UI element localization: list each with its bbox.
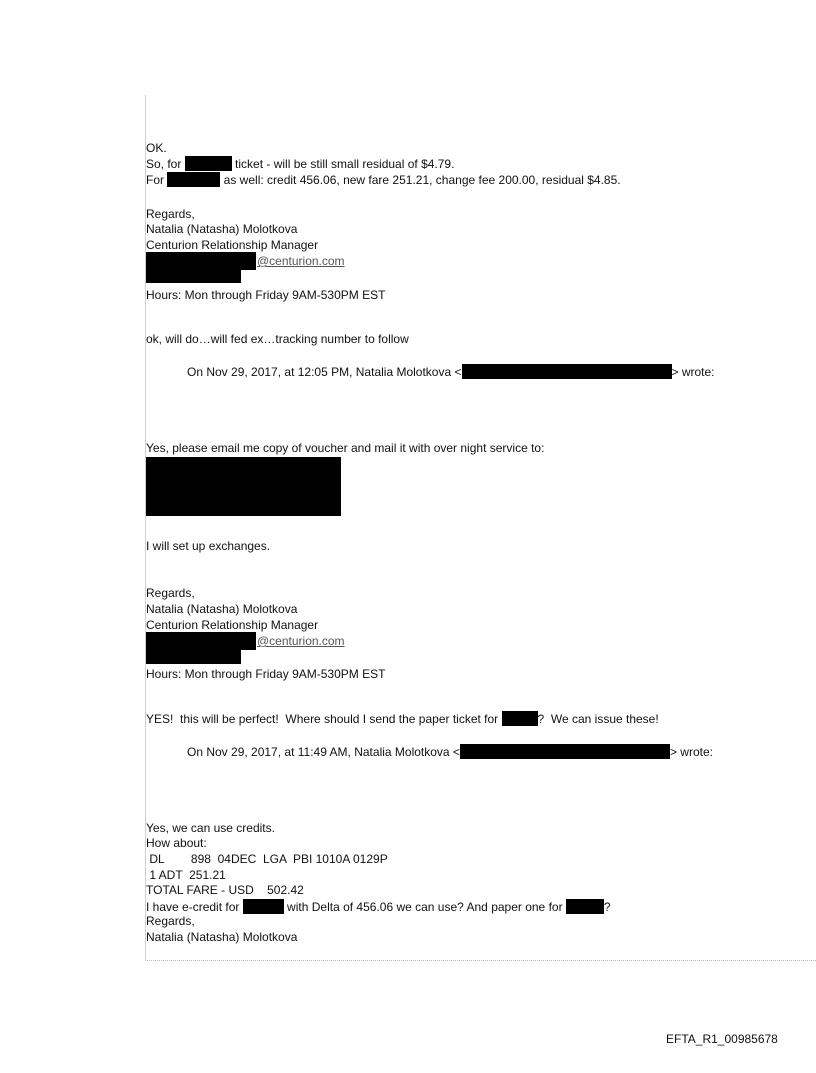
- credits: Yes, we can use credits.: [146, 821, 275, 835]
- quote-header-1: [187, 364, 715, 379]
- regards-3: Regards,: [146, 914, 195, 928]
- redacted-address-block: [146, 457, 341, 516]
- ecredit-mid: with Delta of 456.06 we can use? And paper one for: [283, 900, 566, 914]
- adt-fare: 1 ADT 251.21: [146, 868, 226, 882]
- residual-prefix: So, for: [146, 157, 185, 171]
- signer-name: Natalia (Natasha) Molotkova: [146, 222, 298, 236]
- quote-header-suffix: > wrote:: [669, 745, 713, 759]
- yes-prefix: YES! this will be perfect! Where should I send the paper ticket for: [146, 712, 502, 726]
- reply-ok: OK.: [146, 141, 167, 155]
- hours: Hours: Mon through Friday 9AM-530PM EST: [146, 288, 386, 302]
- signer-name-3: Natalia (Natasha) Molotkova: [146, 930, 298, 944]
- email-link-2[interactable]: @centurion.com: [257, 634, 345, 648]
- hours-2: Hours: Mon through Friday 9AM-530PM EST: [146, 667, 386, 681]
- redaction-box: [462, 364, 672, 379]
- redaction-box: [167, 172, 220, 187]
- itinerary: DL 898 04DEC LGA PBI 1010A 0129P: [146, 852, 388, 866]
- redaction-box: [502, 711, 538, 726]
- voucher-request: Yes, please email me copy of voucher and mail it with over night service to:: [146, 441, 545, 455]
- signer-title-2: Centurion Relationship Manager: [146, 618, 319, 632]
- document-id: EFTA_R1_00985678: [666, 1032, 778, 1046]
- yes-suffix: ? We can issue these!: [537, 712, 659, 726]
- regards: Regards,: [146, 207, 195, 221]
- exchanges: I will set up exchanges.: [146, 539, 271, 553]
- quote-header-2: [187, 744, 713, 759]
- total-fare: TOTAL FARE - USD 502.42: [146, 883, 304, 897]
- redaction-box: [185, 156, 232, 171]
- redaction-box: [243, 899, 284, 914]
- residual-line-1: [146, 156, 454, 171]
- yes-perfect-line: [146, 711, 659, 726]
- regards-2: Regards,: [146, 586, 195, 600]
- residual-suffix: ticket - will be still small residual of $4.79.: [231, 157, 455, 171]
- redaction-box: [146, 632, 256, 650]
- quote-header-prefix: On Nov 29, 2017, at 12:05 PM, Natalia Molotkova <: [187, 365, 462, 379]
- for-suffix: as well: credit 456.06, new fare 251.21, change fee 200.00, residual $4.85.: [220, 173, 621, 187]
- quote-header-suffix: > wrote:: [671, 365, 715, 379]
- how-about: How about:: [146, 836, 207, 850]
- residual-line-2: [146, 172, 621, 187]
- for-prefix: For: [146, 173, 168, 187]
- redaction-box: [146, 649, 241, 664]
- ecredit-prefix: I have e-credit for: [146, 900, 243, 914]
- quote-header-prefix: On Nov 29, 2017, at 11:49 AM, Natalia Molotkova <: [187, 745, 460, 759]
- reply-will-do: ok, will do…will fed ex…tracking number to follow: [146, 332, 409, 346]
- email-link[interactable]: @centurion.com: [257, 254, 345, 268]
- signer-name-2: Natalia (Natasha) Molotkova: [146, 602, 298, 616]
- ecredit-suffix: ?: [603, 900, 611, 914]
- redaction-box: [146, 268, 241, 283]
- ecredit-line: [146, 899, 611, 914]
- redaction-box: [566, 899, 604, 914]
- signer-title: Centurion Relationship Manager: [146, 238, 319, 252]
- redaction-box: [460, 744, 670, 759]
